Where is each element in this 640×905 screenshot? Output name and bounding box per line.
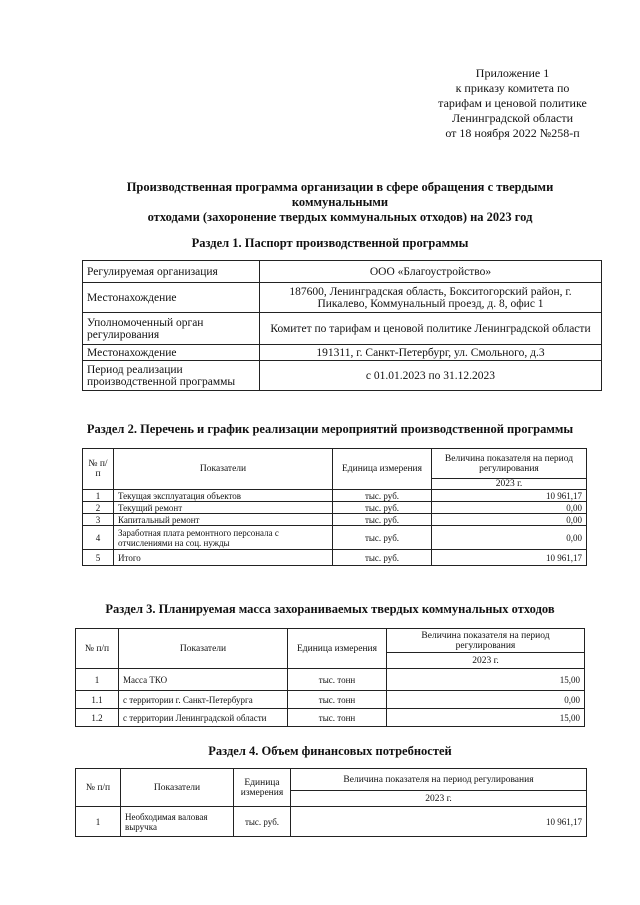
cell-num: 1 (76, 669, 119, 691)
cell-value: 10 961,17 (291, 807, 587, 837)
cell-unit: тыс. руб. (234, 807, 291, 837)
cell-name: с территории Ленинградской области (119, 709, 288, 727)
appendix-line: тарифам и ценовой политике (438, 96, 587, 110)
section-2-title: Раздел 2. Перечень и график реализации мероприятий производственной программы (86, 422, 574, 436)
table-row (83, 490, 587, 502)
header-year: 2023 г. (432, 479, 587, 490)
table-header-row (76, 769, 587, 791)
table-cell-label: Регулируемая организация (83, 261, 260, 283)
cell-name: Текущий ремонт (114, 502, 333, 514)
table-cell-value: 191311, г. Санкт-Петербург, ул. Смольного, д.3 (260, 345, 602, 361)
table-cell-value: ООО «Благоустройство» (260, 261, 602, 283)
table-row (83, 361, 602, 391)
cell-value: 10 961,17 (432, 550, 587, 566)
table-row (76, 691, 585, 709)
cell-name: Текущая эксплуатация объектов (114, 490, 333, 502)
table-row (76, 709, 585, 727)
table-cell-label: Уполномоченный орган регулирования (83, 313, 260, 345)
header-year: 2023 г. (291, 791, 587, 807)
cell-name: Итого (114, 550, 333, 566)
header-unit: Единица измерения (234, 769, 291, 807)
table-cell-label: Местонахождение (83, 345, 260, 361)
section-1-title: Раздел 1. Паспорт производственной программы (191, 236, 469, 250)
appendix-line: Ленинградской области (451, 111, 574, 125)
header-name: Показатели (121, 769, 234, 807)
cell-name: Капитальный ремонт (114, 514, 333, 526)
table-header-row (76, 629, 585, 653)
appendix-line: к приказу комитета по (455, 81, 570, 95)
waste-mass-table (75, 628, 585, 727)
appendix-header (420, 66, 605, 141)
financial-needs-table (75, 768, 587, 837)
header-value: Величина показателя на период регулирования (291, 769, 587, 791)
section-3-title: Раздел 3. Планируемая масса захораниваемых твердых коммунальных отходов (105, 602, 555, 616)
cell-value: 0,00 (387, 691, 585, 709)
cell-value: 0,00 (432, 502, 587, 514)
cell-unit: тыс. руб. (333, 526, 432, 550)
cell-value: 0,00 (432, 514, 587, 526)
cell-num: 1.1 (76, 691, 119, 709)
table-row (83, 514, 587, 526)
cell-name: Необходимая валовая выручка (121, 807, 234, 837)
table-row (83, 313, 602, 345)
document-title-line: отходами (захоронение твердых коммунальных отходов) на 2023 год (147, 210, 533, 224)
table-cell-label: Местонахождение (83, 283, 260, 313)
table-row (83, 502, 587, 514)
table-row (83, 261, 602, 283)
cell-num: 1 (83, 490, 114, 502)
cell-unit: тыс. руб. (333, 502, 432, 514)
header-num: № п/п (76, 769, 121, 807)
cell-name: Заработная плата ремонтного персонала с отчислениями на соц. нужды (114, 526, 333, 550)
cell-unit: тыс. тонн (288, 669, 387, 691)
cell-name: Масса ТКО (119, 669, 288, 691)
document-title (80, 180, 600, 225)
cell-value: 0,00 (432, 526, 587, 550)
table-row (76, 807, 587, 837)
document-title-line: Производственная программа организации в сфере обращения с твердыми коммунальными (126, 180, 554, 209)
section-4-title: Раздел 4. Объем финансовых потребностей (208, 744, 452, 758)
table-cell-value: 187600, Ленинградская область, Бокситогорский район, г. Пикалево, Коммунальный проезд, д. 8, офис 1 (260, 283, 602, 313)
cell-unit: тыс. руб. (333, 490, 432, 502)
measures-table (82, 448, 587, 566)
table-row (76, 669, 585, 691)
header-value: Величина показателя на период регулирования (387, 629, 585, 653)
header-unit: Единица измерения (333, 449, 432, 490)
header-year: 2023 г. (387, 653, 585, 669)
table-cell-label: Период реализации производственной программы (83, 361, 260, 391)
header-num: № п/п (83, 449, 114, 490)
table-header-row (83, 449, 587, 479)
appendix-date-number: от 18 ноября 2022 №258-п (445, 126, 580, 140)
cell-unit: тыс. руб. (333, 514, 432, 526)
cell-num: 5 (83, 550, 114, 566)
cell-unit: тыс. тонн (288, 709, 387, 727)
cell-num: 1.2 (76, 709, 119, 727)
table-row (83, 526, 587, 550)
cell-num: 3 (83, 514, 114, 526)
passport-table (82, 260, 602, 391)
table-row (83, 550, 587, 566)
header-name: Показатели (114, 449, 333, 490)
cell-value: 15,00 (387, 669, 585, 691)
table-cell-value: Комитет по тарифам и ценовой политике Ленинградской области (260, 313, 602, 345)
appendix-line: Приложение 1 (475, 66, 550, 80)
cell-value: 15,00 (387, 709, 585, 727)
cell-name: с территории г. Санкт-Петербурга (119, 691, 288, 709)
cell-unit: тыс. тонн (288, 691, 387, 709)
cell-num: 1 (76, 807, 121, 837)
table-row (83, 345, 602, 361)
header-unit: Единица измерения (288, 629, 387, 669)
cell-value: 10 961,17 (432, 490, 587, 502)
table-cell-value: с 01.01.2023 по 31.12.2023 (260, 361, 602, 391)
cell-num: 2 (83, 502, 114, 514)
header-name: Показатели (119, 629, 288, 669)
cell-unit: тыс. руб. (333, 550, 432, 566)
cell-num: 4 (83, 526, 114, 550)
header-value: Величина показателя на период регулирования (432, 449, 587, 479)
header-num: № п/п (76, 629, 119, 669)
table-row (83, 283, 602, 313)
